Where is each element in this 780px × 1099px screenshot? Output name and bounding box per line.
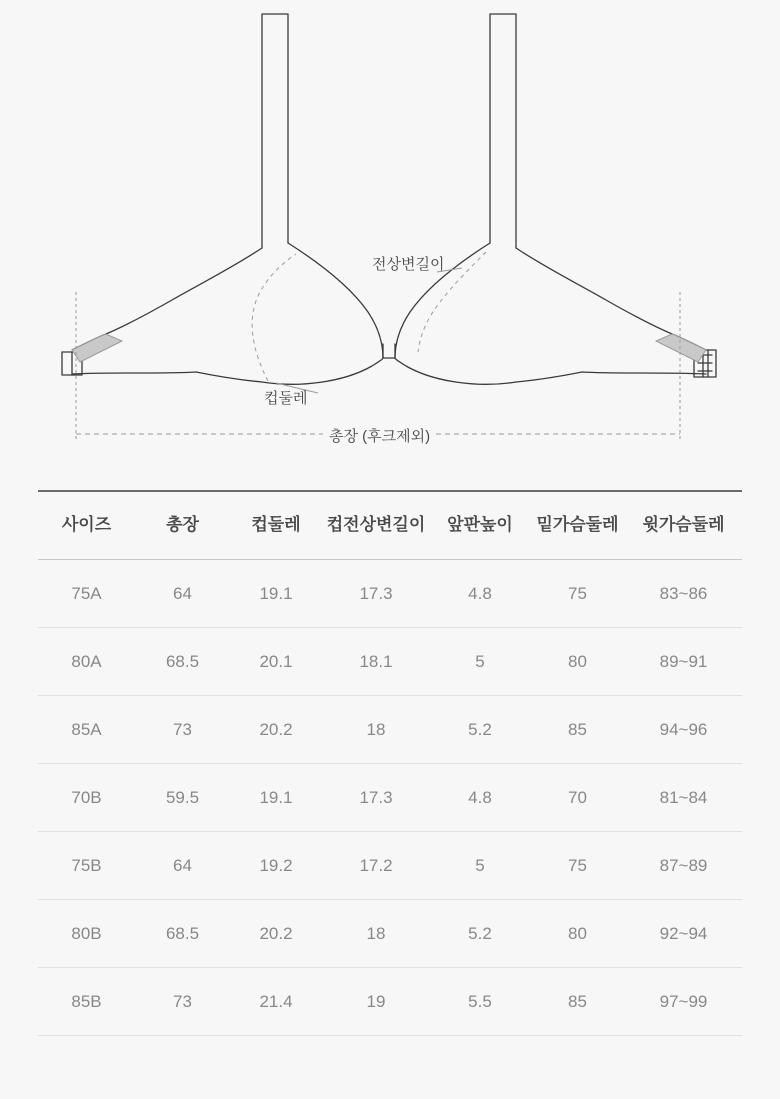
cell-total-length: 68.5 xyxy=(135,628,230,696)
table-header xyxy=(38,491,742,560)
cell-underbust: 75 xyxy=(530,560,625,628)
table-row xyxy=(38,900,742,968)
cell-overbust: 81~84 xyxy=(625,764,742,832)
cell-cup-circumference: 20.2 xyxy=(230,900,322,968)
cell-size: 75A xyxy=(38,560,135,628)
column-header-size: 사이즈 xyxy=(38,491,135,560)
cell-cup-front-length: 17.2 xyxy=(322,832,430,900)
strap-pad-left xyxy=(72,334,122,362)
cell-size: 70B xyxy=(38,764,135,832)
cell-size: 85A xyxy=(38,696,135,764)
cell-size: 75B xyxy=(38,832,135,900)
cell-cup-front-length: 18 xyxy=(322,900,430,968)
table-header-row xyxy=(38,491,742,560)
table-row xyxy=(38,560,742,628)
table-row xyxy=(38,832,742,900)
cell-underbust: 70 xyxy=(530,764,625,832)
bra-diagram xyxy=(0,0,780,490)
cell-total-length: 64 xyxy=(135,560,230,628)
cell-overbust: 89~91 xyxy=(625,628,742,696)
column-header-total-length: 총장 xyxy=(135,491,230,560)
bra-illustration xyxy=(0,0,780,490)
cell-cup-circumference: 19.2 xyxy=(230,832,322,900)
table-row xyxy=(38,628,742,696)
table-row xyxy=(38,968,742,1036)
column-header-cup-front-length: 컵전상변길이 xyxy=(322,491,430,560)
cell-overbust: 87~89 xyxy=(625,832,742,900)
cell-underbust: 80 xyxy=(530,628,625,696)
column-header-front-panel-height: 앞판높이 xyxy=(430,491,530,560)
cell-front-panel-height: 5.5 xyxy=(430,968,530,1036)
cell-front-panel-height: 4.8 xyxy=(430,764,530,832)
cell-size: 80B xyxy=(38,900,135,968)
column-header-cup-circumference: 컵둘레 xyxy=(230,491,322,560)
cell-total-length: 64 xyxy=(135,832,230,900)
cell-underbust: 80 xyxy=(530,900,625,968)
cell-front-panel-height: 5.2 xyxy=(430,900,530,968)
cell-total-length: 68.5 xyxy=(135,900,230,968)
cell-total-length: 73 xyxy=(135,968,230,1036)
column-header-overbust: 윗가슴둘레 xyxy=(625,491,742,560)
cell-size: 85B xyxy=(38,968,135,1036)
table-body xyxy=(38,560,742,1036)
cell-cup-circumference: 20.1 xyxy=(230,628,322,696)
cell-overbust: 97~99 xyxy=(625,968,742,1036)
cup-circumference-guide xyxy=(252,254,296,381)
cell-overbust: 94~96 xyxy=(625,696,742,764)
cell-cup-front-length: 18 xyxy=(322,696,430,764)
cell-cup-circumference: 19.1 xyxy=(230,764,322,832)
cell-underbust: 85 xyxy=(530,696,625,764)
cell-front-panel-height: 4.8 xyxy=(430,560,530,628)
strap-pad-right xyxy=(656,334,706,362)
cell-size: 80A xyxy=(38,628,135,696)
label-total-length: 총장 (후크제외) xyxy=(323,425,436,446)
column-header-underbust: 밑가슴둘레 xyxy=(530,491,625,560)
cell-cup-circumference: 21.4 xyxy=(230,968,322,1036)
cell-cup-front-length: 17.3 xyxy=(322,764,430,832)
label-cup-circumference: 컵둘레 xyxy=(264,390,308,407)
cell-total-length: 59.5 xyxy=(135,764,230,832)
cell-cup-circumference: 19.1 xyxy=(230,560,322,628)
cell-overbust: 83~86 xyxy=(625,560,742,628)
size-table xyxy=(38,490,742,1036)
cell-underbust: 85 xyxy=(530,968,625,1036)
label-front-length: 전상변길이 xyxy=(372,256,445,273)
cell-front-panel-height: 5.2 xyxy=(430,696,530,764)
cell-underbust: 75 xyxy=(530,832,625,900)
cell-cup-front-length: 17.3 xyxy=(322,560,430,628)
size-table-wrap xyxy=(0,490,780,1036)
cell-cup-circumference: 20.2 xyxy=(230,696,322,764)
cell-cup-front-length: 19 xyxy=(322,968,430,1036)
cell-total-length: 73 xyxy=(135,696,230,764)
cell-overbust: 92~94 xyxy=(625,900,742,968)
cell-front-panel-height: 5 xyxy=(430,832,530,900)
table-row xyxy=(38,764,742,832)
table-row xyxy=(38,696,742,764)
cell-cup-front-length: 18.1 xyxy=(322,628,430,696)
cell-front-panel-height: 5 xyxy=(430,628,530,696)
